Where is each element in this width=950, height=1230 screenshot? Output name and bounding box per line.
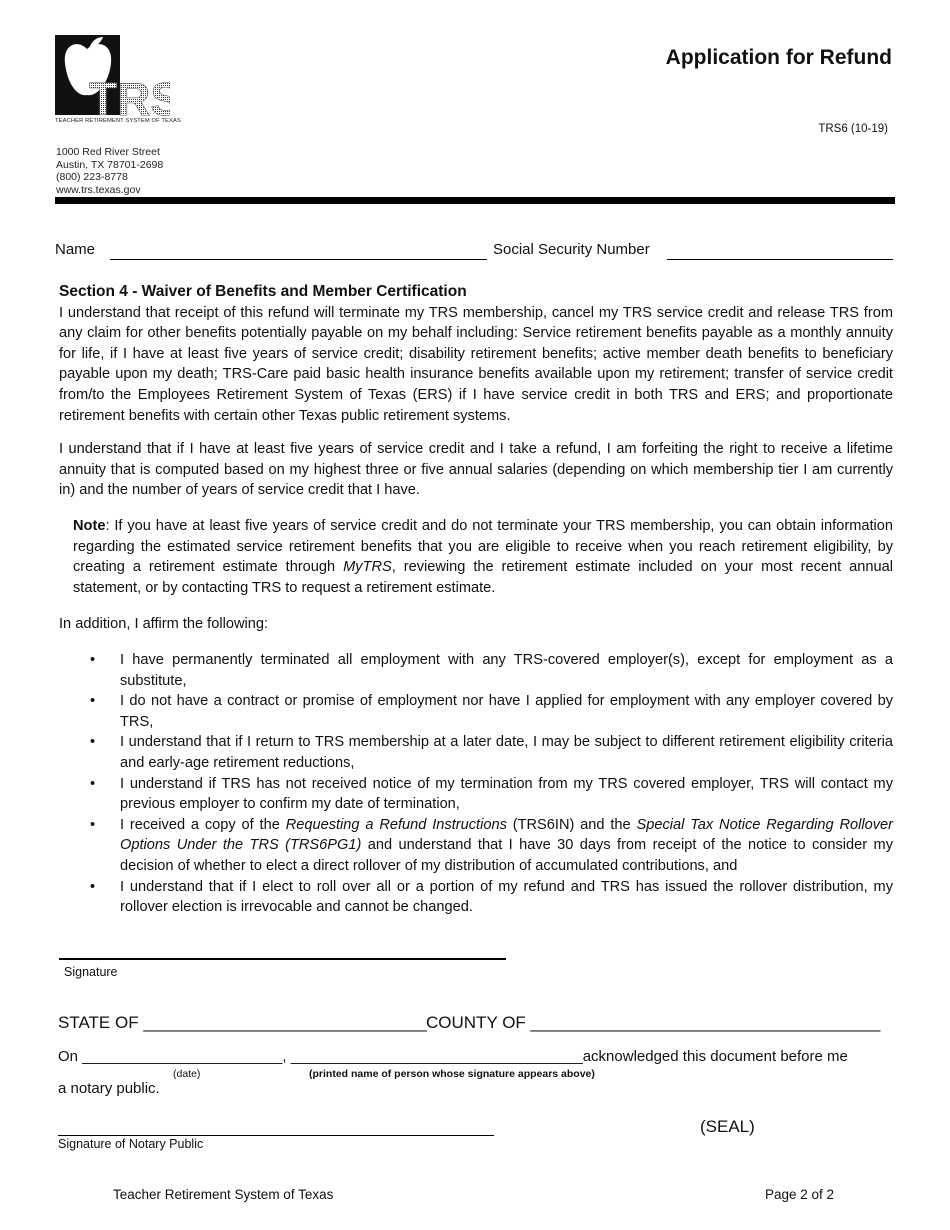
address-street: 1000 Red River Street bbox=[56, 146, 160, 158]
form-number: TRS6 (10-19) bbox=[818, 123, 888, 135]
footer-org: Teacher Retirement System of Texas bbox=[113, 1187, 334, 1202]
list-item: • I understand that if I return to TRS membership at a later date, I may be subject to different retirement eligibility criteria and early-age retirement reductions, bbox=[90, 734, 893, 771]
section-heading: Section 4 - Waiver of Benefits and Member Certification bbox=[59, 283, 467, 300]
paragraph-forfeit: I understand that if I have at least five years of service credit and I take a refund, I am forfeiting the right to receive a lifetime annuity that is computed based on my highest three or five annual salaries (depending on which membership tier I am currently in) and the number of years of service credit that I have. bbox=[59, 441, 893, 499]
list-item: • I understand that if I elect to roll over all or a portion of my refund and TRS has issued the rollover distribution, my rollover election is irrevocable and cannot be changed. bbox=[90, 878, 893, 916]
page-title: Application for Refund bbox=[665, 46, 892, 69]
note-paragraph bbox=[73, 516, 893, 598]
notary-signature-label: Signature of Notary Public bbox=[58, 1137, 204, 1151]
note-mytrs: MyTRS bbox=[343, 559, 392, 576]
affirm-list bbox=[59, 650, 893, 918]
notary-signature-line[interactable] bbox=[58, 1135, 494, 1136]
header-divider bbox=[55, 197, 895, 204]
signature-line[interactable] bbox=[59, 958, 506, 960]
printed-name-caption: (printed name of person whose signature appears above) bbox=[309, 1068, 595, 1080]
address-website[interactable]: www.trs.texas.gov bbox=[56, 183, 141, 196]
note-text-b: , reviewing the retirement estimate included on your most recent annual statement, or by contacting TRS to request a retirement estimate. bbox=[73, 559, 893, 596]
on-date-line[interactable]: On ________________________, ___________________________________acknowledged this document before me bbox=[58, 1048, 848, 1065]
apple-logo-icon bbox=[55, 35, 170, 127]
list-item: • I received a copy of the Requesting a Refund Instructions (TRS6IN) and the Special Tax Notice Regarding Rollover Options Under the TRS (TRS6PG1) and understand that I have 30 days from receipt of the notice to consider my decision of whether to elect a direct rollover of my distribution of accumulated contributions, and bbox=[90, 816, 893, 874]
affirm-intro: In addition, I affirm the following: bbox=[59, 616, 269, 632]
signature-label: Signature bbox=[64, 965, 118, 979]
note-text-a: : If you have at least five years of service credit and do not terminate your TRS membership, you can obtain information regarding the estimated service retirement benefits that you are eligible to receive when you reach retirement eligibility, by creating a retirement estimate through bbox=[73, 518, 893, 576]
ssn-field[interactable] bbox=[667, 259, 893, 260]
list-item: • I do not have a contract or promise of employment nor have I applied for employment with any employer covered by TRS, bbox=[90, 693, 893, 730]
list-item: • I have permanently terminated all employment with any TRS-covered employer(s), except for employment as a substitute, bbox=[90, 652, 893, 689]
page-number: Page 2 of 2 bbox=[765, 1187, 835, 1202]
state-of-field[interactable]: STATE OF ______________________________ bbox=[58, 1013, 427, 1032]
address-block bbox=[56, 146, 163, 196]
address-phone: (800) 223-8778 bbox=[56, 171, 128, 183]
seal-label: (SEAL) bbox=[700, 1117, 755, 1136]
section-4 bbox=[59, 282, 893, 426]
note-label: Note bbox=[73, 518, 106, 534]
name-label: Name bbox=[55, 241, 96, 258]
list-item: • I understand if TRS has not received notice of my termination from my TRS covered employer, TRS will contact my previous employer to confirm my date of termination, bbox=[90, 775, 893, 813]
svg-text:TRS: TRS bbox=[89, 73, 170, 125]
paragraph-waiver: I understand that receipt of this refund will terminate my TRS membership, cancel my TRS service credit and release TRS from any claim for other benefits potentially payable on my behalf including: Service retirement benefits payable as a monthly annuity for life, if I have at least five years of service credit; disability retirement benefits; active member death benefits to beneficiary payable upon my death; TRS-Care paid basic health insurance benefits available upon my retirement; transfer of service credit from/to the Employees Retirement System of Texas (ERS) if I have service credit in both TRS and ERS; and proportionate retirement benefits with certain other Texas public retirement systems. bbox=[59, 304, 893, 424]
address-city: Austin, TX 78701-2698 bbox=[56, 158, 164, 171]
trs-logo bbox=[55, 35, 170, 127]
date-caption: (date) bbox=[173, 1068, 201, 1080]
name-field[interactable] bbox=[110, 259, 487, 260]
county-of-field[interactable]: COUNTY OF _____________________________________ bbox=[426, 1013, 881, 1032]
notary-text: a notary public. bbox=[58, 1080, 160, 1097]
logo-caption: TEACHER RETIREMENT SYSTEM OF TEXAS bbox=[55, 118, 181, 124]
ssn-label: Social Security Number bbox=[493, 241, 650, 258]
